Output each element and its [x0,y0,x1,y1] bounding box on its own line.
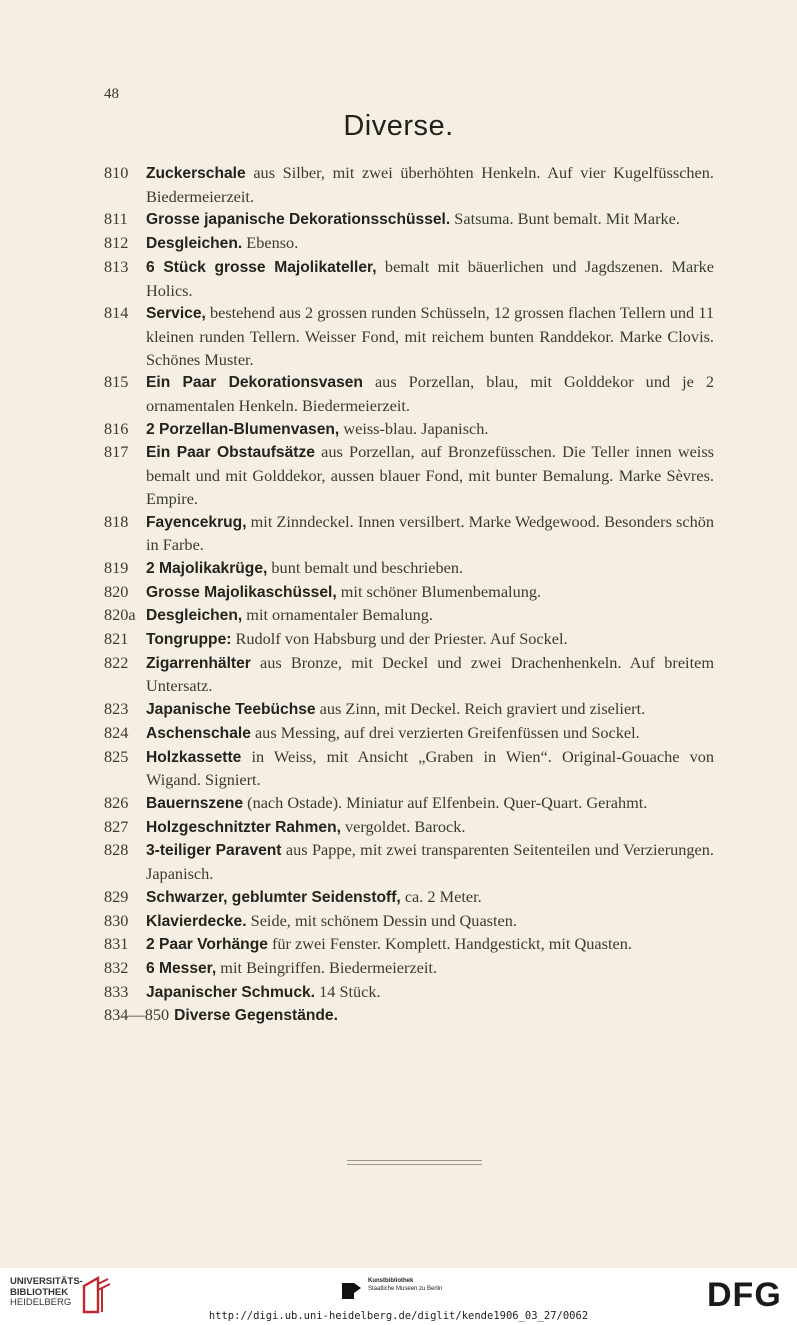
entry-body [146,581,714,605]
entry-number: 828 [104,840,129,860]
entry-number: 834—850 [104,1005,170,1025]
entry-title: Japanische Teebüchse [146,701,316,719]
catalog-entry [104,557,714,581]
catalog-entry [104,746,714,792]
entry-description: aus Silber, mit zwei überhöhten Henkeln. Auf vier Kugelfüsschen. Biedermeierzeit. [146,163,714,206]
entry-description: mit Zinndeckel. Innen versilbert. Marke Wedgewood. Besonders schön in Farbe. [146,511,714,555]
catalog-entry [104,511,714,557]
catalog-entry [104,933,714,957]
entry-number: 823 [104,699,129,719]
entry-number: 830 [104,910,129,930]
entry-description: aus Messing, auf drei verzierten Greifenfüssen und Sockel. [250,722,640,742]
entry-body [146,652,714,698]
entry-number: 812 [104,233,129,253]
entry-title: Diverse Gegenstände. [174,1007,338,1025]
entry-description: ca. 2 Meter. [400,886,482,906]
ub-logo-line2: BIBLIOTHEK [10,1286,69,1298]
end-rule-bottom [347,1164,482,1165]
entry-body [146,302,714,371]
entry-title: Ein Paar Dekorationsvasen [146,374,363,392]
catalog-entry [104,162,714,208]
entry-description: (nach Ostade). Miniatur auf Elfenbein. Quer-Quart. Gerahmt. [243,792,648,812]
entry-title: Desgleichen, [146,607,243,625]
entry-title: Bauernszene [146,794,244,812]
entry-number: 819 [104,557,129,577]
catalog-entry [104,792,714,816]
entry-body [146,418,714,442]
entry-description: für zwei Fenster. Komplett. Handgestickt, mit Quasten. [267,934,632,954]
ub-logo-line3: HEIDELBERG [10,1297,72,1308]
catalog-entry [104,441,714,510]
entry-description: vergoldet. Barock. [340,816,466,836]
entry-body [146,886,714,910]
entry-title: Aschenschale [146,724,251,742]
entry-title: Desgleichen. [146,235,243,253]
entry-body [146,981,714,1005]
entry-description: Satsuma. Bunt bemalt. Mit Marke. [450,209,680,229]
entry-description: aus Porzellan, auf Bronzefüsschen. Die Teller innen weiss bemalt und mit Golddekor, aussen blauer Fond, mit bunter Bemalung. Marke Sèvres. Empire. [146,442,714,508]
catalog-entry [104,628,714,652]
entry-number: 832 [104,957,129,977]
catalog-entry [104,910,714,934]
catalog-entry [104,371,714,417]
entry-number: 817 [104,442,129,462]
entry-description: 14 Stück. [315,981,381,1001]
end-rule-top [347,1160,482,1161]
entry-body [146,256,714,302]
entry-number: 824 [104,722,129,742]
entry-number: 822 [104,652,129,672]
entry-title: Grosse japanische Dekorationsschüssel. [146,211,451,229]
entry-number: 814 [104,303,129,323]
entry-title: Tongruppe: [146,631,232,649]
entry-number: 833 [104,981,129,1001]
entry-title: Service, [146,305,206,323]
catalog-entry [104,698,714,722]
entry-body [146,722,714,746]
entry-number: 821 [104,629,129,649]
entry-title: 2 Majolikakrüge, [146,559,268,577]
ub-logo-line1: UNIVERSITÄTS- [10,1276,83,1287]
entry-description: aus Zinn, mit Deckel. Reich graviert und ziseliert. [315,699,646,719]
entry-description: Ebenso. [242,233,299,253]
entry-body [146,511,714,557]
kb-logo-line1: Kunstbibliothek [368,1278,414,1284]
entry-title: Ein Paar Obstaufsätze [146,444,315,462]
entry-title: Zigarrenhälter [146,654,251,672]
section-title: Diverse. [343,110,454,142]
entry-title: Holzkassette [146,748,242,766]
entry-number: 811 [104,209,128,229]
kb-logo-line2: Staatliche Museen zu Berlin [368,1285,443,1292]
entry-body [146,792,714,816]
entry-body [146,232,714,256]
entry-title: Grosse Majolikaschüssel, [146,583,337,601]
entry-description: aus Porzellan, blau, mit Golddekor und je 2 ornamentalen Henkeln. Biedermeierzeit. [146,372,715,416]
entry-number: 825 [104,746,129,766]
entry-title: 6 Stück grosse Majolikateller, [146,258,377,276]
entry-body [146,557,714,581]
catalog-entry [104,208,714,232]
ub-logo-mark-icon [80,1276,112,1314]
entry-description: weiss-blau. Japanisch. [339,418,489,438]
catalog-entry [104,302,714,371]
entry-body [146,371,714,417]
entry-description: bunt bemalt und beschrieben. [267,557,464,577]
entry-body [146,839,714,885]
entry-description: mit Beingriffen. Biedermeierzeit. [216,957,438,977]
catalog-entries [104,162,714,1028]
entry-number: 820 [104,581,129,601]
entry-body [174,1004,714,1028]
entry-title: Klavierdecke. [146,912,247,930]
entry-description: Rudolf von Habsburg und der Priester. Auf Sockel. [231,629,568,649]
entry-description: bestehend aus 2 grossen runden Schüsseln, 12 grossen flachen Tellern und 11 kleinen runden Tellern. Weisser Fond, mit reichem bunten Randdekor. Marke Clovis. Schönes Muster. [146,303,714,369]
catalog-entry [104,816,714,840]
entry-body [146,816,714,840]
entry-body [146,628,714,652]
entry-description: in Weiss, mit Ansicht „Graben in Wien“. Original-Gouache von Wigand. Signiert. [146,746,714,790]
entry-description: mit ornamentaler Bemalung. [242,605,433,625]
entry-body [146,698,714,722]
catalog-entry [104,581,714,605]
catalog-entry [104,1004,714,1028]
entry-body [146,162,714,208]
catalog-entry [104,232,714,256]
entry-number: 831 [104,934,129,954]
entry-body [146,441,714,510]
entry-title: 2 Porzellan-Blumenvasen, [146,420,340,438]
entry-title: 6 Messer, [146,959,217,977]
catalog-entry [104,722,714,746]
catalog-entry [104,652,714,698]
entry-body [146,604,714,628]
entry-number: 816 [104,418,129,438]
catalog-entry [104,604,714,628]
catalog-entry [104,256,714,302]
entry-description: Seide, mit schönem Dessin und Quasten. [246,910,517,930]
catalog-entry [104,839,714,885]
entry-title: Schwarzer, geblumter Seidenstoff, [146,888,401,906]
catalog-entry [104,418,714,442]
entry-number: 813 [104,256,129,276]
entry-body [146,910,714,934]
entry-description: aus Pappe, mit zwei transparenten Seitenteilen und Verzierungen. Japanisch. [146,840,714,884]
entry-body [146,957,714,981]
catalog-entry [104,981,714,1005]
kunstbibliothek-icon [340,1279,363,1301]
entry-title: 2 Paar Vorhänge [146,936,268,954]
page-number: 48 [104,86,119,102]
entry-title: Japanischer Schmuck. [146,983,316,1001]
entry-number: 826 [104,792,129,812]
entry-title: Fayencekrug, [146,513,247,531]
entry-number: 827 [104,816,129,836]
entry-description: mit schöner Blumenbemalung. [336,581,542,601]
entry-number: 820a [104,605,136,625]
source-url-link[interactable]: http://digi.ub.uni-heidelberg.de/diglit/kende1906_03_27/0062 [208,1310,589,1322]
entry-number: 818 [104,511,129,531]
entry-body [146,933,714,957]
ub-heidelberg-logo[interactable] [10,1277,83,1309]
entry-title: 3-teiliger Paravent [146,842,282,860]
catalog-entry [104,957,714,981]
catalog-entry [104,886,714,910]
entry-title: Zuckerschale [146,165,246,182]
entry-number: 829 [104,886,129,906]
entry-body [146,208,714,232]
entry-title: Holzgeschnitzter Rahmen, [146,818,341,836]
entry-number: 815 [104,372,129,392]
entry-body [146,746,714,792]
entry-description: bemalt mit bäuerlichen und Jagdszenen. Marke Holics. [146,256,714,300]
entry-description: aus Bronze, mit Deckel und zwei Drachenhenkeln. Auf breitem Untersatz. [146,652,714,696]
entry-number: 810 [104,163,129,182]
dfg-logo[interactable]: DFG [707,1276,782,1314]
